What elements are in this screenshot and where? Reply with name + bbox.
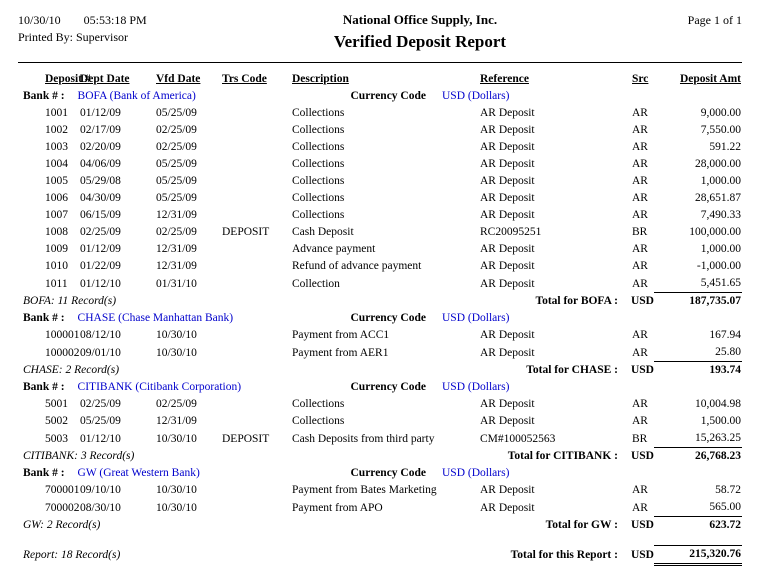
bank-link[interactable]: GW (Great Western Bank)	[77, 467, 200, 479]
bank-total-label: Total for BOFA : USD	[434, 293, 654, 311]
dept-date: 09/10/10	[80, 484, 121, 496]
currency-value-link[interactable]: USD (Dollars)	[442, 467, 510, 479]
deposit-amount: 9,000.00	[700, 107, 741, 119]
deposit-number: 100002	[45, 346, 80, 359]
deposit-row	[18, 105, 742, 122]
description: Collections	[292, 192, 345, 204]
trs-code	[210, 413, 282, 430]
bank-total-amount: 26,768.23	[654, 448, 742, 466]
deposit-number: 5001	[45, 398, 68, 410]
bank-total-label: Total for CITIBANK : USD	[434, 448, 654, 466]
dept-date: 06/15/09	[80, 209, 121, 221]
dept-date: 01/12/10	[80, 432, 121, 445]
col-header-vfd-date: Vfd Date	[156, 73, 201, 85]
dept-date: 05/25/09	[80, 415, 121, 427]
report-total-amount: 215,320.76	[654, 545, 742, 564]
deposit-row	[18, 258, 742, 275]
deposit-number: 5002	[45, 415, 68, 427]
vfd-date: 10/30/10	[156, 346, 197, 359]
col-header-deposit-number: Deposit #	[45, 73, 91, 85]
reference: AR Deposit	[480, 107, 535, 119]
deposit-number: 700002	[45, 501, 80, 514]
bank-header-cell	[18, 88, 282, 105]
trs-code	[210, 241, 282, 258]
deposit-row	[18, 241, 742, 258]
deposit-amount: 167.94	[709, 329, 741, 341]
deposit-number: 1007	[45, 209, 68, 221]
empty-cell	[620, 379, 654, 396]
bank-header-row	[18, 88, 742, 105]
source-ledger: AR	[632, 158, 648, 170]
deposit-table	[18, 68, 742, 566]
reference: AR Deposit	[480, 329, 535, 341]
trs-code	[210, 396, 282, 413]
bank-link[interactable]: CITIBANK (Citibank Corporation)	[77, 381, 242, 393]
report-record-count: Report: 18 Record(s)	[23, 549, 121, 561]
empty-cell	[654, 310, 742, 327]
deposit-number: 1001	[45, 107, 68, 119]
trs-code	[210, 327, 282, 344]
trs-code	[210, 156, 282, 173]
header-center	[223, 12, 617, 53]
bank-total-amount: 193.74	[654, 362, 742, 380]
vfd-date: 05/25/09	[156, 192, 197, 204]
deposit-amount: 28,000.00	[695, 158, 741, 170]
dept-date: 01/12/09	[80, 107, 121, 119]
reference: AR Deposit	[480, 277, 535, 290]
deposit-row	[18, 173, 742, 190]
deposit-number: 1011	[45, 277, 68, 290]
deposit-row	[18, 275, 742, 293]
bank-record-count: CHASE: 2 Record(s)	[23, 364, 120, 376]
vfd-date: 12/31/09	[156, 260, 197, 272]
reference: AR Deposit	[480, 260, 535, 272]
reference: RC20095251	[480, 226, 542, 238]
dept-date: 02/17/09	[80, 124, 121, 136]
trs-code: DEPOSIT	[222, 432, 270, 445]
dept-date: 02/20/09	[80, 141, 121, 153]
bank-record-count: CITIBANK: 3 Record(s)	[23, 450, 135, 462]
deposit-amount: 25.80	[715, 346, 741, 358]
vfd-date: 05/25/09	[156, 175, 197, 187]
dept-date: 04/06/09	[80, 158, 121, 170]
description: Refund of advance payment	[292, 260, 422, 272]
col-header-reference: Reference	[480, 73, 529, 85]
reference: AR Deposit	[480, 243, 535, 255]
bank-number-label: Bank # :	[23, 381, 65, 393]
source-ledger: AR	[632, 484, 648, 496]
deposit-number: 1006	[45, 192, 68, 204]
report-total-row	[18, 545, 742, 564]
deposit-amount: 7,550.00	[700, 124, 741, 136]
empty-cell	[654, 88, 742, 105]
bank-total-label: Total for CHASE : USD	[434, 362, 654, 380]
header-right	[617, 12, 742, 29]
source-ledger: AR	[632, 277, 648, 290]
dept-date: 01/12/09	[80, 243, 121, 255]
reference: AR Deposit	[480, 484, 535, 496]
vfd-date: 01/31/10	[156, 277, 197, 290]
description: Cash Deposit	[292, 226, 354, 238]
deposit-amount: 1,000.00	[700, 243, 741, 255]
deposit-amount: 1,000.00	[700, 175, 741, 187]
description: Payment from ACC1	[292, 329, 390, 341]
trs-code	[210, 207, 282, 224]
currency-value-link[interactable]: USD (Dollars)	[442, 90, 510, 102]
description: Collections	[292, 209, 345, 221]
currency-code-label: Currency Code	[350, 467, 426, 479]
currency-value-link[interactable]: USD (Dollars)	[442, 312, 510, 324]
vfd-date: 10/30/10	[156, 484, 197, 496]
empty-cell	[620, 465, 654, 482]
deposit-row	[18, 139, 742, 156]
empty-cell	[654, 465, 742, 482]
deposit-row	[18, 499, 742, 517]
description: Collection	[292, 277, 340, 290]
dept-date: 02/25/09	[80, 398, 121, 410]
vfd-date: 02/25/09	[156, 124, 197, 136]
deposit-amount: 1,500.00	[700, 415, 741, 427]
report-title: Verified Deposit Report	[333, 32, 507, 51]
deposit-amount: 591.22	[709, 141, 741, 153]
vfd-date: 02/25/09	[156, 141, 197, 153]
bank-number-label: Bank # :	[23, 467, 65, 479]
bank-link[interactable]: BOFA (Bank of America)	[77, 90, 196, 102]
source-ledger: AR	[632, 209, 648, 221]
currency-code-label: Currency Code	[350, 312, 426, 324]
source-ledger: AR	[632, 141, 648, 153]
deposit-row	[18, 122, 742, 139]
trs-code	[210, 190, 282, 207]
dept-date: 05/29/08	[80, 175, 121, 187]
description: Advance payment	[292, 243, 376, 255]
source-ledger: AR	[632, 260, 648, 272]
bank-header-row	[18, 379, 742, 396]
source-ledger: AR	[632, 192, 648, 204]
source-ledger: AR	[632, 175, 648, 187]
vfd-date: 05/25/09	[156, 107, 197, 119]
bank-header-row	[18, 310, 742, 327]
deposit-number: 1008	[45, 226, 68, 238]
bank-number-label: Bank # :	[23, 312, 65, 324]
bank-total-label: Total for GW : USD	[434, 517, 654, 535]
description: Collections	[292, 398, 345, 410]
table-header	[18, 68, 742, 88]
description: Payment from AER1	[292, 346, 389, 359]
company-name: National Office Supply, Inc.	[342, 12, 498, 27]
reference: AR Deposit	[480, 158, 535, 170]
deposit-row	[18, 344, 742, 362]
printed-by: Printed By: Supervisor	[18, 30, 128, 44]
currency-value-link[interactable]: USD (Dollars)	[442, 381, 510, 393]
bank-record-count: GW: 2 Record(s)	[23, 519, 101, 531]
dept-date: 09/01/10	[80, 346, 121, 359]
spacer-row	[18, 534, 742, 545]
trs-code	[210, 105, 282, 122]
deposit-amount: 28,651.87	[695, 192, 741, 204]
report-total-currency: USD	[630, 549, 654, 561]
dept-date: 02/25/09	[80, 226, 121, 238]
source-ledger: AR	[632, 346, 648, 359]
description: Payment from Bates Marketing	[292, 484, 437, 496]
report-total-label: Total for this Report : USD	[434, 545, 654, 564]
trs-code	[210, 499, 282, 517]
bank-total-row	[18, 517, 742, 535]
trs-code	[210, 122, 282, 139]
col-header-description: Description	[292, 73, 349, 85]
description: Collections	[292, 107, 345, 119]
trs-code	[210, 258, 282, 275]
source-ledger: AR	[632, 107, 648, 119]
empty-cell	[620, 88, 654, 105]
deposit-number: 1002	[45, 124, 68, 136]
reference: AR Deposit	[480, 141, 535, 153]
deposit-row	[18, 413, 742, 430]
deposit-row	[18, 224, 742, 241]
vfd-date: 12/31/09	[156, 243, 197, 255]
deposit-amount: 100,000.00	[689, 226, 741, 238]
bank-total-row	[18, 362, 742, 380]
source-ledger: BR	[632, 432, 648, 445]
deposit-amount: -1,000.00	[696, 260, 741, 272]
bank-header-cell	[18, 310, 282, 327]
reference: CM#100052563	[480, 432, 556, 445]
deposit-row	[18, 327, 742, 344]
vfd-date: 02/25/09	[156, 398, 197, 410]
description: Collections	[292, 141, 345, 153]
deposit-number: 1009	[45, 243, 68, 255]
col-header-deposit-amt: Deposit Amt	[679, 73, 741, 85]
bank-record-count: BOFA: 11 Record(s)	[23, 295, 117, 307]
spacer-cell	[18, 534, 742, 545]
reference: AR Deposit	[480, 124, 535, 136]
deposit-row	[18, 207, 742, 224]
vfd-date: 10/30/10	[156, 432, 197, 445]
deposit-number: 100001	[45, 329, 80, 341]
col-header-dept-date: Dept Date	[80, 73, 130, 85]
source-ledger: AR	[632, 124, 648, 136]
deposit-row	[18, 482, 742, 499]
bank-header-cell	[18, 379, 282, 396]
deposit-row	[18, 190, 742, 207]
empty-cell	[620, 310, 654, 327]
source-ledger: AR	[632, 398, 648, 410]
col-header-src: Src	[632, 73, 649, 85]
bank-total-amount: 623.72	[654, 517, 742, 535]
source-ledger: AR	[632, 243, 648, 255]
vfd-date: 05/25/09	[156, 158, 197, 170]
dept-date: 01/22/09	[80, 260, 121, 272]
reference: AR Deposit	[480, 175, 535, 187]
dept-date: 04/30/09	[80, 192, 121, 204]
bank-total-currency: USD	[630, 295, 654, 307]
print-date: 10/30/10	[18, 13, 61, 27]
source-ledger: AR	[632, 415, 648, 427]
report-table-body	[18, 88, 742, 564]
bank-total-currency: USD	[630, 364, 654, 376]
deposit-number: 700001	[45, 484, 80, 496]
reference: AR Deposit	[480, 501, 535, 514]
deposit-amount: 7,490.33	[700, 209, 741, 221]
report-header	[18, 12, 742, 53]
bank-link[interactable]: CHASE (Chase Manhattan Bank)	[77, 312, 234, 324]
empty-cell	[654, 379, 742, 396]
deposit-row	[18, 430, 742, 448]
print-datetime	[18, 12, 223, 29]
deposit-amount: 565.00	[709, 501, 741, 513]
currency-code-label: Currency Code	[350, 381, 426, 393]
reference: AR Deposit	[480, 192, 535, 204]
description: Collections	[292, 415, 345, 427]
bank-total-row	[18, 448, 742, 466]
reference: AR Deposit	[480, 415, 535, 427]
deposit-amount: 5,451.65	[700, 277, 741, 289]
header-left	[18, 12, 223, 46]
bank-total-amount: 187,735.07	[654, 293, 742, 311]
deposit-number: 1003	[45, 141, 68, 153]
vfd-date: 12/31/09	[156, 415, 197, 427]
trs-code	[210, 173, 282, 190]
deposit-row	[18, 396, 742, 413]
bank-total-currency: USD	[630, 519, 654, 531]
bank-number-label: Bank # :	[23, 90, 65, 102]
deposit-number: 1004	[45, 158, 68, 170]
reference: AR Deposit	[480, 346, 535, 359]
vfd-date: 10/30/10	[156, 501, 197, 514]
description: Payment from APO	[292, 501, 383, 514]
trs-code	[210, 275, 282, 293]
header-divider	[18, 62, 742, 63]
source-ledger: AR	[632, 501, 648, 514]
description: Collections	[292, 158, 345, 170]
deposit-number: 5003	[45, 432, 68, 445]
deposit-amount: 10,004.98	[695, 398, 741, 410]
description: Collections	[292, 124, 345, 136]
source-ledger: BR	[632, 226, 648, 238]
bank-total-row	[18, 293, 742, 311]
bank-total-currency: USD	[630, 450, 654, 462]
reference: AR Deposit	[480, 209, 535, 221]
deposit-number: 1010	[45, 260, 68, 272]
deposit-number: 1005	[45, 175, 68, 187]
description: Cash Deposits from third party	[292, 432, 435, 445]
reference: AR Deposit	[480, 398, 535, 410]
col-header-trs-code: Trs Code	[222, 73, 267, 85]
vfd-date: 02/25/09	[156, 226, 197, 238]
deposit-amount: 58.72	[715, 484, 741, 496]
print-time: 05:53:18 PM	[83, 13, 147, 27]
vfd-date: 12/31/09	[156, 209, 197, 221]
deposit-amount: 15,263.25	[695, 432, 741, 444]
dept-date: 08/30/10	[80, 501, 121, 514]
trs-code	[210, 482, 282, 499]
vfd-date: 10/30/10	[156, 329, 197, 341]
currency-code-label: Currency Code	[350, 90, 426, 102]
trs-code	[210, 139, 282, 156]
trs-code	[210, 344, 282, 362]
dept-date: 08/12/10	[80, 329, 121, 341]
trs-code: DEPOSIT	[222, 226, 270, 238]
bank-header-cell	[18, 465, 282, 482]
deposit-row	[18, 156, 742, 173]
page-indicator: Page 1 of 1	[687, 13, 742, 27]
column-header-row	[18, 68, 742, 88]
bank-header-row	[18, 465, 742, 482]
description: Collections	[292, 175, 345, 187]
source-ledger: AR	[632, 329, 648, 341]
dept-date: 01/12/10	[80, 277, 121, 290]
